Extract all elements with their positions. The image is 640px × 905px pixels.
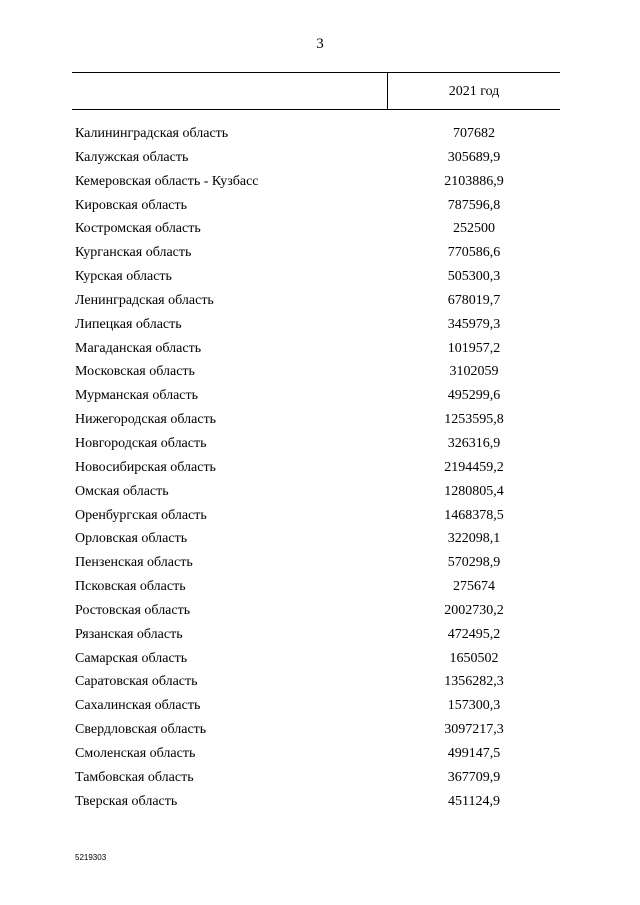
region-value: 2103886,9	[444, 173, 504, 189]
region-value: 770586,6	[447, 245, 501, 261]
region-name: Рязанская область	[75, 626, 183, 642]
region-value: 157300,3	[447, 698, 501, 714]
table-row	[75, 194, 560, 218]
region-name: Псковская область	[75, 579, 186, 595]
table-row	[75, 146, 560, 170]
region-name: Магаданская область	[75, 340, 202, 356]
region-name: Пензенская область	[75, 555, 193, 571]
table-row	[75, 766, 560, 790]
region-value: 1253595,8	[444, 412, 504, 428]
region-name: Костромская область	[75, 221, 201, 237]
region-value: 345979,3	[447, 316, 501, 332]
table-row	[75, 551, 560, 575]
table-header	[72, 72, 560, 110]
region-name: Ростовская область	[75, 602, 191, 618]
table-row	[75, 480, 560, 504]
region-value: 451124,9	[448, 793, 500, 809]
region-value: 101957,2	[447, 340, 501, 356]
table-row	[75, 337, 560, 361]
table-row	[75, 313, 560, 337]
region-name: Московская область	[75, 364, 195, 380]
region-name: Нижегородская область	[75, 412, 217, 428]
table-row	[75, 694, 560, 718]
region-value: 495299,6	[447, 388, 501, 404]
table-row	[75, 265, 560, 289]
region-name: Свердловская область	[75, 722, 207, 738]
table-row	[75, 575, 560, 599]
table-row	[75, 718, 560, 742]
region-value: 1650502	[449, 650, 499, 666]
table-row	[75, 670, 560, 694]
region-name: Омская область	[75, 483, 169, 499]
table-row	[75, 456, 560, 480]
region-name: Смоленская область	[75, 745, 196, 761]
table-body	[75, 122, 560, 813]
region-name: Саратовская область	[75, 674, 198, 690]
region-value: 3097217,3	[444, 722, 504, 738]
region-name: Тамбовская область	[75, 769, 194, 785]
region-value: 322098,1	[447, 531, 501, 547]
region-name: Самарская область	[75, 650, 188, 666]
region-name: Кемеровская область - Кузбасс	[75, 173, 259, 189]
table-row	[75, 241, 560, 265]
region-value: 252500	[453, 221, 495, 237]
region-value: 1356282,3	[444, 674, 504, 690]
region-name: Орловская область	[75, 531, 188, 547]
region-value: 678019,7	[447, 292, 501, 308]
column-header-year: 2021 год	[448, 84, 500, 99]
table-row	[75, 527, 560, 551]
region-value: 275674	[453, 579, 495, 595]
region-name: Курская область	[75, 269, 172, 285]
table-row	[75, 289, 560, 313]
region-value: 2194459,2	[444, 459, 504, 475]
region-value: 570298,9	[447, 555, 501, 571]
region-name: Тверская область	[75, 793, 178, 809]
region-name: Курганская область	[75, 245, 192, 261]
table-row	[75, 384, 560, 408]
region-name: Мурманская область	[75, 388, 199, 404]
table-row	[75, 742, 560, 766]
region-name: Кировская область	[75, 197, 188, 213]
table-row	[75, 170, 560, 194]
region-name: Ленинградская область	[75, 292, 214, 308]
table-row	[75, 408, 560, 432]
region-name: Новгородская область	[75, 435, 207, 451]
region-value: 305689,9	[447, 149, 501, 165]
table-row	[75, 504, 560, 528]
table-row	[75, 623, 560, 647]
region-value: 3102059	[449, 364, 499, 380]
region-name: Липецкая область	[75, 316, 182, 332]
region-name: Сахалинская область	[75, 698, 201, 714]
region-value: 472495,2	[447, 626, 501, 642]
table-row	[75, 122, 560, 146]
region-value: 707682	[453, 126, 495, 141]
table-row	[75, 360, 560, 384]
region-value: 367709,9	[447, 769, 501, 785]
region-value: 1468378,5	[444, 507, 504, 523]
table-row	[75, 599, 560, 623]
table-row	[75, 217, 560, 241]
region-name: Оренбургская область	[75, 507, 207, 523]
table-row	[75, 432, 560, 456]
footer-document-code: 5219303	[75, 853, 107, 862]
page-number: 3	[316, 36, 324, 52]
region-value: 787596,8	[447, 197, 501, 213]
table-row	[75, 647, 560, 671]
region-name: Новосибирская область	[75, 459, 216, 475]
region-value: 326316,9	[447, 435, 501, 451]
region-name: Калининградская область	[75, 126, 229, 141]
table-row	[75, 790, 560, 814]
region-name: Калужская область	[75, 149, 189, 165]
region-value: 505300,3	[447, 269, 501, 285]
region-value: 2002730,2	[444, 602, 504, 618]
region-value: 499147,5	[447, 745, 501, 761]
region-value: 1280805,4	[444, 483, 504, 499]
